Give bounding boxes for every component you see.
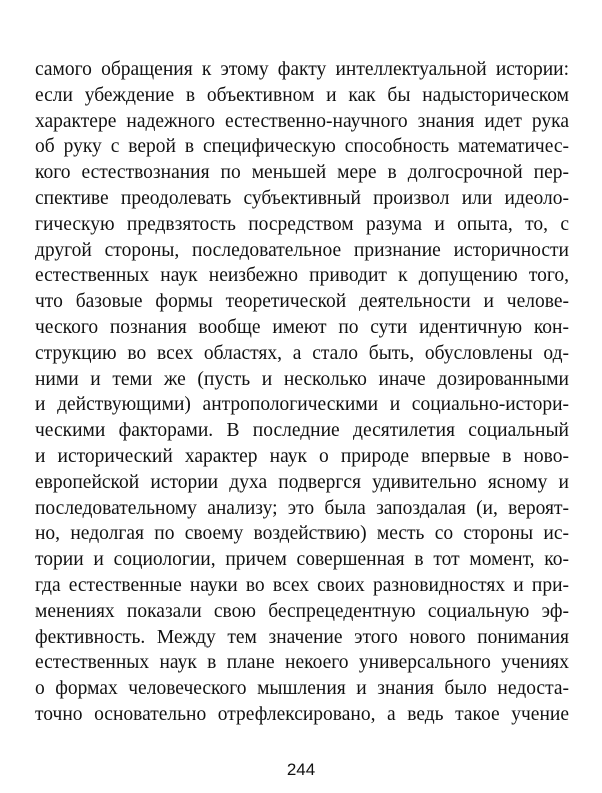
- text-line: ческого познания вообще имеют по сути идентичную кон-: [35, 316, 569, 338]
- text-line: самого обращения к этому факту интеллектуальной истории:: [35, 59, 569, 80]
- text-line: естественных наук в плане некоего универсального учениях: [35, 652, 569, 674]
- text-line: что базовые формы теоретической деятельности и челове-: [35, 291, 569, 313]
- text-line: ними и теми же (пусть и несколько иначе дозированными: [35, 368, 569, 390]
- text-line: струкцию во всех областях, а стало быть, обусловлены од-: [35, 342, 569, 364]
- text-line: точно основательно отрефлексировано, а ведь такое учение: [35, 703, 569, 725]
- text-line: спективе преодолевать субъективный произвол или идеоло-: [35, 187, 569, 209]
- text-line: о формах человеческого мышления и знания было недоста-: [35, 678, 569, 700]
- text-line: кого естествознания по меньшей мере в долгосрочной пер-: [35, 162, 569, 184]
- text-line: но, недолгая по своему воздействию) месть со стороны ис-: [35, 523, 569, 545]
- text-line: тории и социологии, причем совершенная в тот момент, ко-: [35, 549, 569, 571]
- text-line: гда естественные науки во всех своих разновидностях и при-: [35, 574, 569, 596]
- text-line: европейской истории духа подвергся удивительно ясному и: [35, 471, 569, 493]
- body-text: [35, 57, 569, 728]
- text-line: об руку с верой в специфическую способность математичес-: [35, 136, 569, 158]
- text-line: естественных наук неизбежно приводит к допущению того,: [35, 265, 569, 287]
- text-line: гическую предвзятость посредством разума и опыта, то, с: [35, 213, 569, 235]
- text-line: и действующими) антропологическими и социально-истори-: [35, 394, 569, 416]
- page-number: 244: [286, 760, 316, 779]
- text-line: характере надежного естественно-научного знания идет рука: [35, 110, 569, 132]
- text-line: и исторический характер наук о природе впервые в ново-: [35, 445, 569, 467]
- text-line: другой стороны, последовательное признание историчности: [35, 239, 569, 261]
- text-line: последовательному анализу; это была запоздалая (и, вероят-: [35, 497, 569, 519]
- text-line: менениях показали свою беспрецедентную социальную эф-: [35, 600, 569, 622]
- text-line: фективность. Между тем значение этого нового понимания: [35, 626, 569, 648]
- text-line: если убеждение в объективном и как бы надысторическом: [35, 84, 569, 106]
- text-line: ческими факторами. В последние десятилетия социальный: [35, 420, 569, 442]
